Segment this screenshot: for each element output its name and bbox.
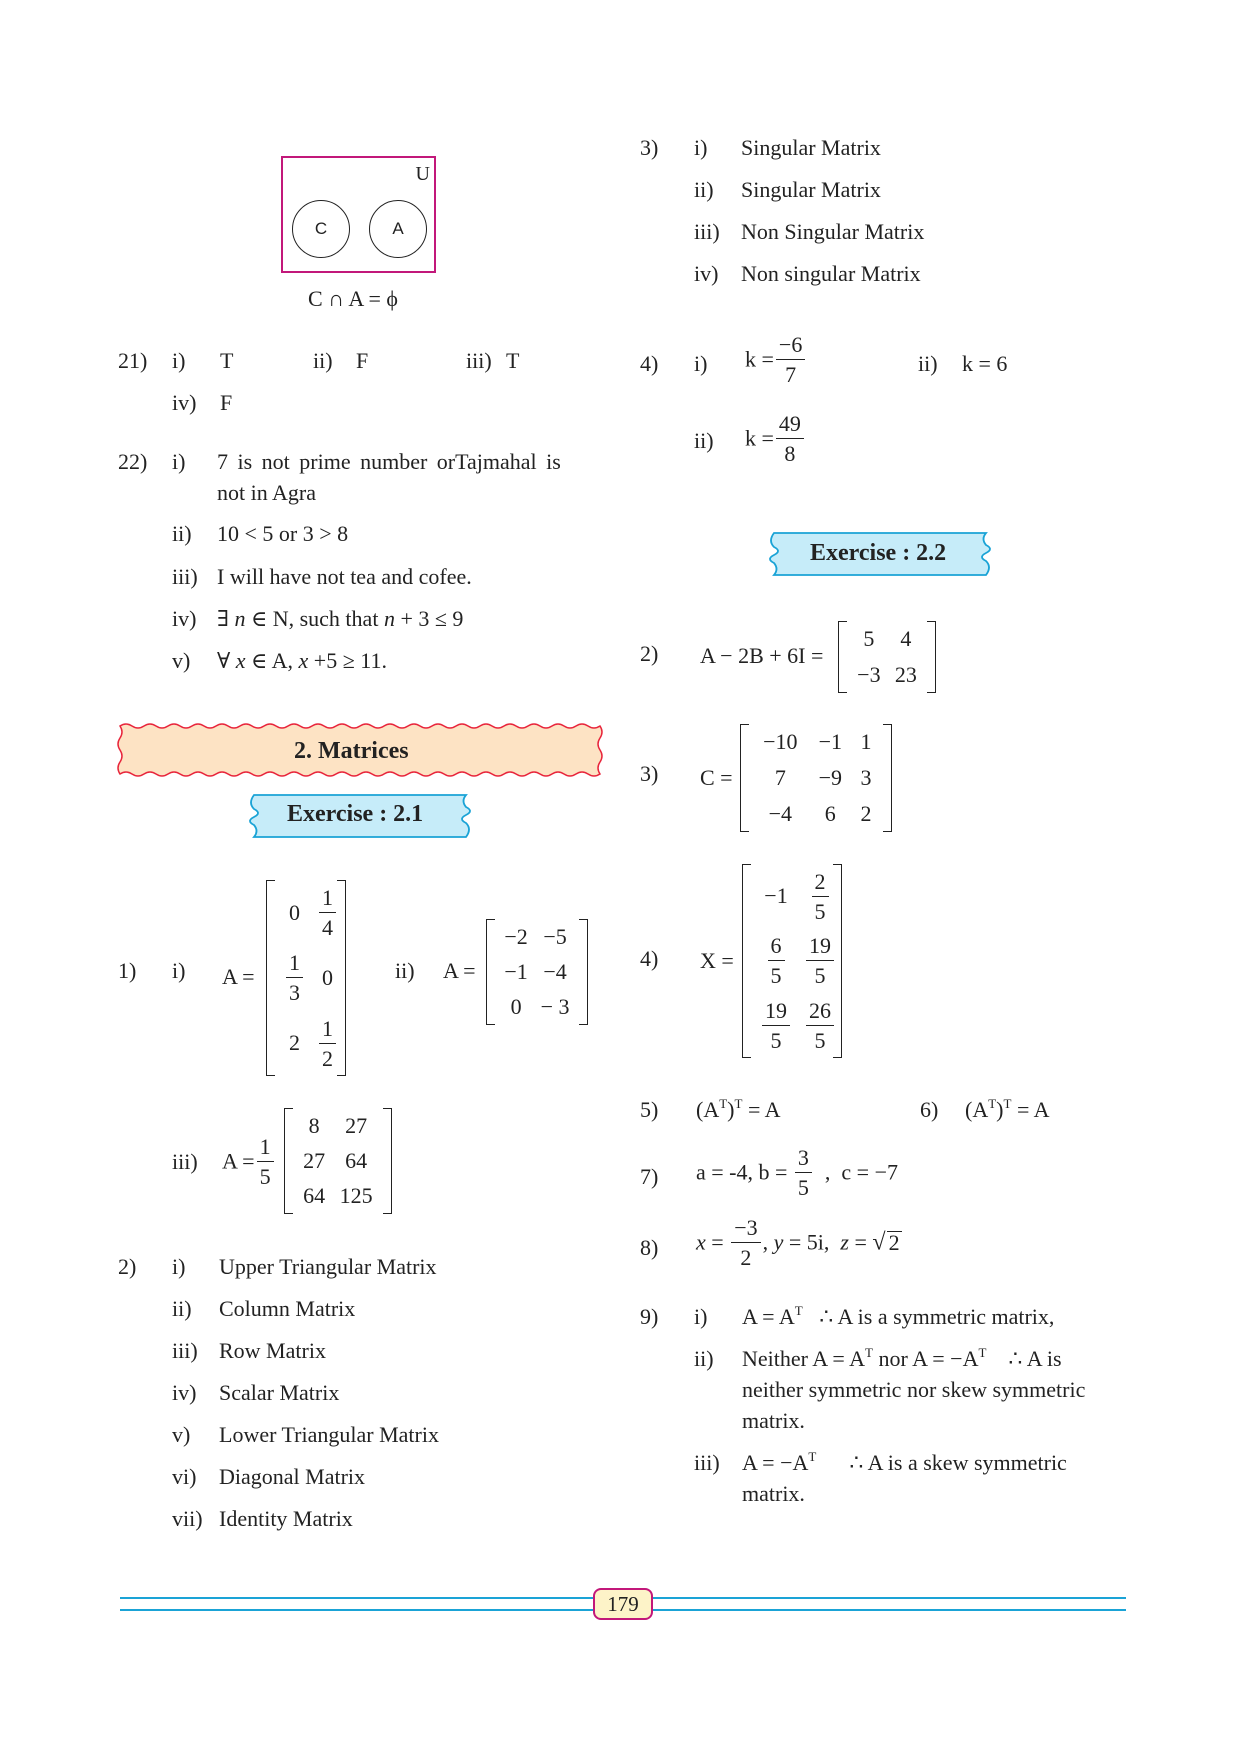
s9-iii-line2: matrix. <box>742 1481 805 1506</box>
q22-v-e: +5 ≥ 11. <box>308 648 387 673</box>
s3-matrix-cell-2-2: 2 <box>860 801 872 826</box>
e1-i-matrix-cell-frac <box>319 1017 336 1070</box>
e2-item-label-1: ii) <box>172 1296 192 1321</box>
r3-item-value-0: Singular Matrix <box>741 135 881 160</box>
s9-ii-line2: neither symmetric nor skew symmetric <box>742 1377 1086 1402</box>
q22-v-value <box>217 650 387 672</box>
r3-item-label-0: i) <box>694 135 708 160</box>
e2-item-label-4: v) <box>172 1422 191 1447</box>
sqrt-icon: √ <box>872 1229 886 1256</box>
r4-i-label: i) <box>694 351 708 376</box>
frac-numerator: 2 <box>812 870 829 897</box>
e1-ii-matrix-cells <box>498 919 576 1025</box>
q21-i-value: T <box>220 348 234 373</box>
e1-i-lhs: A = <box>222 964 255 989</box>
s4-matrix-cell-frac <box>812 870 829 923</box>
q22-iv-label: iv) <box>172 606 197 631</box>
s9-iii-label: iii) <box>694 1450 720 1475</box>
e2-item-value-1: Column Matrix <box>219 1296 356 1321</box>
q22-iv-a: ∃ <box>217 606 235 631</box>
r4-i-lhs: k = <box>745 346 774 372</box>
s2-matrix-cell-0-0: 5 <box>863 626 875 651</box>
s9-ii-line1 <box>742 1345 1062 1371</box>
e1-i-matrix-cell-1-1: 0 <box>322 964 333 990</box>
page-number-badge <box>593 1588 653 1620</box>
q22-number: 22) <box>118 449 148 474</box>
s8-eq: = <box>705 1229 730 1255</box>
s5-e: = A <box>742 1097 781 1122</box>
s6-a: (A <box>965 1097 989 1122</box>
e1-iii-matrix-right-bracket <box>383 1108 392 1214</box>
r3-item-value-2: Non Singular Matrix <box>741 219 925 244</box>
frac-numerator: 1 <box>319 886 336 913</box>
frac-denominator: 2 <box>322 1045 333 1071</box>
venn-caption: C ∩ A = ϕ <box>308 286 399 311</box>
frac-denominator: 4 <box>322 915 333 941</box>
s8-z: z <box>840 1229 849 1255</box>
q22-v-b: x <box>235 648 246 673</box>
e1-i-matrix-cells <box>278 880 344 1076</box>
s2-lhs: A − 2B + 6I = <box>700 643 824 668</box>
q21-ii-value: F <box>356 348 369 373</box>
e1-iii-matrix-cell-2-0: 64 <box>303 1183 326 1209</box>
s9-ii-d: T <box>978 1345 987 1360</box>
s4-number: 4) <box>640 946 659 971</box>
s8-z-eq: = <box>848 1229 873 1255</box>
e1-iii-matrix-cell-1-0: 27 <box>303 1147 326 1173</box>
s9-i-b: T <box>794 1303 803 1318</box>
frac-denominator: 5 <box>770 963 782 989</box>
s4-matrix-cell-frac <box>768 934 785 987</box>
e1-iii-frac-den: 5 <box>259 1164 271 1190</box>
e1-ii-matrix-cell-2-1: − 3 <box>540 994 570 1020</box>
s3-matrix-cell-2-1: 6 <box>824 801 836 826</box>
exercise-2-2-title: Exercise : 2.2 <box>810 540 947 566</box>
venn-set-c-label: C <box>314 219 328 238</box>
s9-ii-b: T <box>865 1345 873 1360</box>
r4-ii2-expr <box>745 412 806 465</box>
s5-value <box>696 1096 781 1122</box>
s4-matrix-cell-1-0 <box>754 929 798 994</box>
s2-number: 2) <box>640 641 659 666</box>
s3-matrix-cell-2-0: −4 <box>768 801 793 826</box>
s9-number: 9) <box>640 1304 659 1329</box>
s4-matrix-cell-frac <box>806 934 834 987</box>
e1-ii-matrix-left-bracket <box>486 919 495 1025</box>
venn-diagram <box>281 156 436 273</box>
venn-universe-label: U <box>415 163 430 185</box>
e1-iii-matrix-cells <box>296 1108 380 1214</box>
s4-matrix-cells <box>754 864 842 1058</box>
s4-matrix-cell-0-0: −1 <box>764 883 788 909</box>
frac-denominator: 5 <box>814 1028 826 1054</box>
s7-number: 7) <box>640 1164 659 1189</box>
e1-ii-matrix <box>486 919 588 1025</box>
frac-numerator: 19 <box>762 999 790 1026</box>
r3-number: 3) <box>640 135 659 160</box>
s4-lhs: X = <box>700 948 734 973</box>
s4-matrix-cell-0-1 <box>798 864 842 929</box>
e2-item-label-6: vii) <box>172 1506 203 1531</box>
s4-matrix-cell-frac <box>762 999 790 1052</box>
s9-ii-label: ii) <box>694 1346 714 1371</box>
s6-e: = A <box>1011 1097 1050 1122</box>
q22-i-line1: 7 is not prime number orTajmahal is <box>217 449 561 474</box>
q22-v-a: ∀ <box>217 648 236 673</box>
s4-matrix-cell-2-1 <box>798 993 842 1058</box>
s8-comma: , <box>762 1229 774 1255</box>
q22-iv-b: n <box>234 606 246 631</box>
s9-ii-c: nor A = −A <box>872 1346 979 1371</box>
s5-c: ) <box>727 1097 735 1122</box>
s3-number: 3) <box>640 761 659 786</box>
e1-iii-matrix <box>284 1108 392 1214</box>
s9-ii-e: ∴ A is <box>986 1346 1062 1371</box>
q22-ii-label: ii) <box>172 521 192 546</box>
frac-denominator: 5 <box>770 1028 782 1054</box>
frac-numerator: 1 <box>319 1017 336 1044</box>
s6-b: T <box>988 1096 997 1111</box>
s2-matrix-cell-1-1: 23 <box>894 662 917 687</box>
q21-iv-value: F <box>220 390 233 415</box>
s7-frac-num: 3 <box>795 1146 812 1173</box>
s9-i-c: ∴ A is a symmetric matrix, <box>802 1304 1055 1329</box>
s4-matrix <box>742 864 842 1058</box>
e1-iii-matrix-cell-0-0: 8 <box>308 1112 320 1138</box>
e2-item-label-5: vi) <box>172 1464 197 1489</box>
s6-c: ) <box>996 1097 1004 1122</box>
frac-numerator: 26 <box>806 999 834 1026</box>
q22-iv-d: n <box>383 606 395 631</box>
s6-d: T <box>1003 1096 1012 1111</box>
r4-ii-value: k = 6 <box>962 351 1008 376</box>
r4-ii2-frac-num: 49 <box>776 412 804 439</box>
frac-numerator: 1 <box>286 951 303 978</box>
e1-ii-matrix-right-bracket <box>579 919 588 1025</box>
e1-ii-matrix-cell-0-1: −5 <box>543 923 567 949</box>
s9-ii-a: Neither A = A <box>742 1346 866 1371</box>
e1-iii-lhs <box>222 1135 276 1188</box>
e1-i-matrix-cell-frac <box>286 951 303 1004</box>
s7-a: a = -4, b = <box>696 1159 793 1185</box>
s9-i-a: A = A <box>742 1304 795 1329</box>
s9-iii-b: T <box>808 1449 817 1464</box>
s2-matrix-cells <box>850 621 924 693</box>
e1-i-matrix <box>266 880 346 1076</box>
q21-iii-value: T <box>506 348 520 373</box>
e1-number: 1) <box>118 958 137 983</box>
s2-matrix-cell-0-1: 4 <box>900 626 912 651</box>
e1-iii-frac-num: 1 <box>257 1135 274 1162</box>
q22-iv-c: ∈ N, such that <box>245 606 384 631</box>
s2-matrix <box>838 621 936 693</box>
r3-item-label-3: iv) <box>694 261 719 286</box>
q22-iii-label: iii) <box>172 564 198 589</box>
e1-i-matrix-cell-2-1 <box>311 1011 344 1076</box>
s3-lhs: C = <box>700 765 733 790</box>
q22-v-label: v) <box>172 648 191 673</box>
chapter-title: 2. Matrices <box>294 738 409 764</box>
r3-item-value-1: Singular Matrix <box>741 177 881 202</box>
s9-ii-line3: matrix. <box>742 1408 805 1433</box>
venn-set-a-label: A <box>392 219 404 238</box>
e2-item-value-4: Lower Triangular Matrix <box>219 1422 439 1447</box>
s9-i-label: i) <box>694 1304 708 1329</box>
s2-matrix-cell-1-0: −3 <box>857 662 881 687</box>
s4-matrix-cell-frac <box>806 999 834 1052</box>
s8-y-value: = 5i, <box>783 1229 841 1255</box>
r3-item-value-3: Non singular Matrix <box>741 261 921 286</box>
frac-denominator: 3 <box>289 980 300 1006</box>
exercise-2-1-title: Exercise : 2.1 <box>287 801 424 827</box>
s8-x: x <box>696 1229 706 1255</box>
e1-ii-label: ii) <box>395 958 415 983</box>
s8-value <box>696 1216 902 1269</box>
s3-matrix-cell-1-0: 7 <box>774 765 786 790</box>
s2-matrix-left-bracket <box>838 621 847 693</box>
e2-item-value-0: Upper Triangular Matrix <box>219 1254 437 1279</box>
s3-matrix <box>740 724 892 832</box>
e1-i-matrix-cell-2-0: 2 <box>289 1030 300 1056</box>
s9-i-value <box>742 1303 1055 1329</box>
r4-i-frac-den: 7 <box>785 362 797 388</box>
r4-number: 4) <box>640 351 659 376</box>
frac-denominator: 5 <box>814 898 826 924</box>
q21-iii-label: iii) <box>466 348 492 373</box>
e1-ii-matrix-cell-2-0: 0 <box>510 994 522 1020</box>
s6-value <box>965 1096 1050 1122</box>
e1-iii-matrix-cell-1-1: 64 <box>345 1147 368 1173</box>
s3-matrix-cell-1-1: −9 <box>818 765 842 790</box>
frac-numerator: 6 <box>768 934 785 961</box>
s4-matrix-cell-1-1 <box>798 929 842 994</box>
s4-matrix-cell-2-0 <box>754 993 798 1058</box>
e2-item-value-5: Diagonal Matrix <box>219 1464 366 1489</box>
e2-item-value-2: Row Matrix <box>219 1338 326 1363</box>
s5-b: T <box>719 1096 728 1111</box>
r4-ii2-label: ii) <box>694 428 714 453</box>
e1-iii-matrix-left-bracket <box>284 1108 293 1214</box>
e2-number: 2) <box>118 1254 137 1279</box>
e1-i-matrix-cell-0-0: 0 <box>289 899 300 925</box>
e2-item-value-3: Scalar Matrix <box>219 1380 340 1405</box>
venn-set-c <box>292 200 350 258</box>
e1-i-matrix-left-bracket <box>266 880 275 1076</box>
e1-ii-lhs: A = <box>443 958 476 983</box>
s8-frac-den: 2 <box>740 1245 752 1271</box>
q22-v-c: ∈ A, <box>245 648 299 673</box>
q21-ii-label: ii) <box>313 348 333 373</box>
s6-number: 6) <box>920 1097 939 1122</box>
s2-matrix-right-bracket <box>927 621 936 693</box>
s4-matrix-left-bracket <box>742 864 751 1058</box>
e1-ii-matrix-cell-0-0: −2 <box>504 923 528 949</box>
r4-i-expr <box>745 333 807 386</box>
frac-numerator: 19 <box>806 934 834 961</box>
q22-iv-value <box>217 608 463 630</box>
e2-item-label-0: i) <box>172 1254 186 1279</box>
e1-ii-matrix-cell-1-1: −4 <box>543 958 567 984</box>
q21-i-label: i) <box>172 348 186 373</box>
e1-i-matrix-cell-0-1 <box>311 880 344 945</box>
s8-y: y <box>773 1229 784 1255</box>
s9-iii-a: A = −A <box>742 1450 809 1475</box>
s3-matrix-right-bracket <box>883 724 892 832</box>
e2-item-label-2: iii) <box>172 1338 198 1363</box>
venn-set-a <box>369 200 427 258</box>
e2-item-value-6: Identity Matrix <box>219 1506 353 1531</box>
e1-i-matrix-cell-1-0 <box>278 945 311 1010</box>
s8-radicand: 2 <box>888 1230 900 1256</box>
s3-matrix-cell-0-0: −10 <box>763 729 798 754</box>
r3-item-label-1: ii) <box>694 177 714 202</box>
e1-ii-matrix-cell-1-0: −1 <box>504 958 528 984</box>
q22-i-line2: not in Agra <box>217 480 316 505</box>
s7-frac-den: 5 <box>797 1175 809 1201</box>
e1-iii-lhs-text: A = <box>222 1148 255 1174</box>
e1-iii-matrix-cell-2-1: 125 <box>339 1183 373 1209</box>
s8-number: 8) <box>640 1235 659 1260</box>
r4-i-frac-num: −6 <box>776 333 805 360</box>
e1-iii-matrix-cell-0-1: 27 <box>345 1112 368 1138</box>
s3-matrix-cell-1-2: 3 <box>860 765 872 790</box>
s3-matrix-cell-0-1: −1 <box>818 729 842 754</box>
q22-ii-value: 10 < 5 or 3 > 8 <box>217 521 349 546</box>
page-number: 179 <box>607 1591 639 1616</box>
e1-i-label: i) <box>172 958 186 983</box>
r4-ii2-lhs: k = <box>745 425 774 451</box>
s7-c: , c = −7 <box>813 1159 898 1185</box>
e1-iii-label: iii) <box>172 1149 198 1174</box>
q22-iv-e: + 3 ≤ 9 <box>394 606 464 631</box>
s5-number: 5) <box>640 1097 659 1122</box>
q22-i-label: i) <box>172 449 186 474</box>
s3-matrix-cell-0-2: 1 <box>860 729 872 754</box>
e1-i-matrix-cell-frac <box>319 886 336 939</box>
q22-v-d: x <box>298 648 309 673</box>
s7-value <box>696 1146 898 1199</box>
s3-matrix-cells <box>752 724 880 832</box>
q21-number: 21) <box>118 348 148 373</box>
q21-iv-label: iv) <box>172 390 197 415</box>
s9-iii-c: ∴ A is a skew symmetric <box>816 1450 1067 1475</box>
frac-denominator: 5 <box>814 963 826 989</box>
s9-iii-line1 <box>742 1449 1067 1475</box>
e2-item-label-3: iv) <box>172 1380 197 1405</box>
s5-d: T <box>734 1096 743 1111</box>
r4-ii-label: ii) <box>918 351 938 376</box>
r4-ii2-frac-den: 8 <box>784 441 796 467</box>
s3-matrix-left-bracket <box>740 724 749 832</box>
q22-iii-value: I will have not tea and cofee. <box>217 564 472 589</box>
s5-a: (A <box>696 1097 720 1122</box>
s8-frac-num: −3 <box>731 1216 760 1243</box>
r3-item-label-2: iii) <box>694 219 720 244</box>
